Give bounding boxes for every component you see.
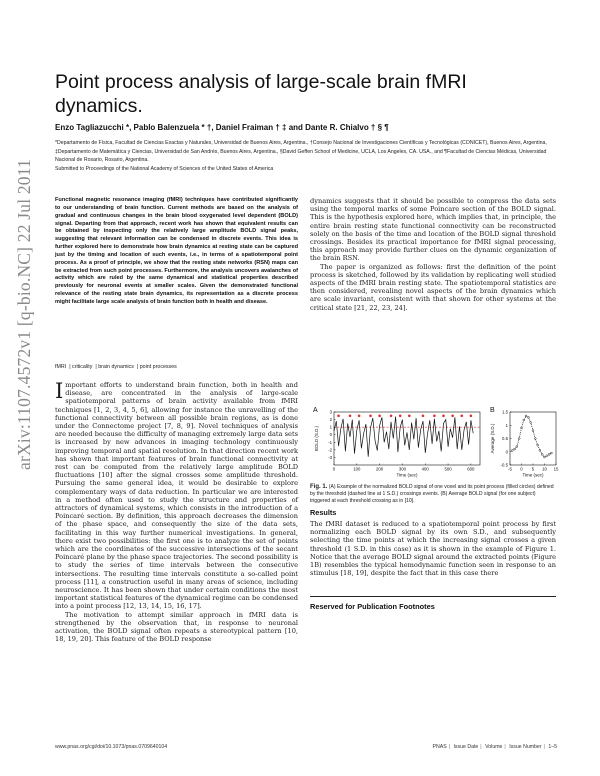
point-event — [399, 414, 402, 417]
x-axis-label: Time (sec) — [396, 472, 418, 478]
drop-cap: I — [55, 379, 64, 403]
y-tick-label: -3 — [328, 454, 332, 460]
point-event — [408, 414, 411, 417]
average-point — [541, 454, 543, 456]
panel-label: B — [490, 407, 495, 414]
x-axis-label: Time (sec) — [522, 472, 544, 478]
author-list: Enzo Tagliazucchi *, Pablo Balenzuela * †, Daniel Fraiman † ‡ and Dante R. Chialvo † § ¶ — [55, 123, 389, 132]
point-event — [451, 414, 454, 417]
point-event — [358, 414, 361, 417]
point-event — [349, 414, 352, 417]
abstract: Functional magnetic resonance imaging (fMRI) techniques have contributed significantly to our understanding of brain function. Current methods are based on the analysis of gradual and continuous changes in the brain blood oxygenated level dependent (BOLD) signal. Departing from that approach, recent work has shown that equivalent results can be obtained by inspecting only the relatively large amplitude BOLD signal peaks, suggesting that relevant information can be condensed in discrete events. This idea is further explored here to demonstrate how brain dynamics at resting state can be captured just by the timing and location of such events, i.e., in terms of a spatiotemporal point process. As a proof of principle, we show that the resting state networks (RSN) maps can be extracted from such point processes. Furthermore, the analysis uncovers avalanches of activity which are ruled by the same dynamical and statistical properties described previously for neuronal events at smaller scales. Given the demonstrated functional relevance of the resting state brain dynamics, its representation as a discrete process might facilitate large scale analysis of brain function both in health and disease. — [55, 197, 298, 305]
average-point — [539, 450, 541, 452]
affiliations: *Departamento de Física, Facultad de Ciencias Exactas y Naturales, Universidad de Buenos Aires, Argentina., †Consejo Nacional de Investigaciones Científicas y Tecnológicas (CONICET), Buenos Aires, Argentina, ‡Departamento de Matemática y Ciencias, Universidad de San Andrés, Buenos Aires, Argentina., §David Geffen School of Medicine, UCLA, Los Angeles, CA. USA., and ¶Facultad de Ciencias Médicas, Universidad Nacional de Rosario, Rosario, Argentina. — [55, 140, 547, 164]
x-tick-label: 5 — [531, 466, 535, 472]
x-tick-label: -5 — [508, 466, 512, 472]
average-point — [516, 446, 518, 448]
average-point — [514, 448, 516, 450]
point-event — [422, 414, 425, 417]
doi-link[interactable]: www.pnas.org/cgi/doi/10.1073/pnas.0709640104 — [55, 744, 168, 750]
average-bold-line — [512, 416, 551, 457]
average-point — [534, 438, 536, 440]
x-tick-label: 200 — [376, 466, 384, 472]
y-tick-label: -2 — [328, 447, 332, 453]
keyword: brain dynamics — [98, 364, 134, 370]
average-point — [530, 422, 532, 424]
bold-signal-line — [334, 417, 473, 457]
x-tick-label: 100 — [353, 466, 361, 472]
point-event — [470, 414, 473, 417]
issue-number: Issue Number — [509, 744, 542, 750]
page-footer: PNAS | Issue Date | Volume | Issue Number | 1–5 — [432, 744, 557, 750]
plot-frame — [510, 412, 556, 465]
average-point — [537, 444, 539, 446]
panel-a — [313, 407, 480, 478]
figure-caption — [310, 484, 556, 505]
average-point — [518, 438, 520, 440]
y-tick-label: 1 — [329, 424, 332, 430]
y-axis-label: BOLD (S.D.) — [314, 425, 319, 452]
intro-paragraph: The motivation to attempt similar approach in fMRI data is strengthened by the observation that, in response to neuronal activation, the BOLD signal often repeats a stereotypical pattern [10, 18, 19, 20]. This feature of the BOLD response — [55, 610, 298, 644]
point-event — [378, 414, 381, 417]
issue-date: Issue Date — [453, 744, 479, 750]
right-column-text — [310, 197, 556, 312]
y-tick-label: 2 — [329, 417, 332, 423]
keyword: criticality — [72, 364, 93, 370]
x-tick-label: 10 — [542, 466, 547, 472]
y-tick-label: 1.5 — [502, 409, 508, 415]
y-tick-label: 0 — [329, 432, 332, 438]
x-tick-label: 15 — [553, 466, 559, 472]
x-tick-label: 400 — [421, 466, 429, 472]
average-point — [511, 450, 513, 452]
y-tick-label: 0.5 — [502, 436, 508, 441]
average-point — [521, 427, 523, 429]
intro-paragraph — [55, 381, 298, 611]
y-tick-label: 1 — [505, 422, 508, 428]
volume: Volume — [485, 744, 503, 750]
average-point — [528, 416, 530, 418]
page-range: 1–5 — [548, 744, 557, 750]
point-event — [390, 414, 393, 417]
footnote-rule — [310, 596, 556, 597]
submission-note: Submitted to Proceedings of the National Academy of Sciences of the United States of America — [55, 166, 274, 172]
average-point — [525, 415, 527, 417]
average-point — [544, 456, 546, 458]
figure-1 — [310, 405, 560, 480]
body-paragraph: dynamics suggests that it should be possible to compress the data sets using the temporal marks of some Poincare section of the BOLD signal. This is the hypothesis explored here, which implies that, in principle, the entire brain resting state functional connectivity can be reconstructed solely on the basis of the time and location of the BOLD signal threshold crossings. Besides its practical importance for fMRI signal processing, this approach may provide further clues on the dynamic organization of the brain RSN. — [310, 197, 556, 263]
paper-title: Point process analysis of large-scale brain fMRI dynamics. — [55, 71, 467, 117]
results-section — [310, 520, 556, 577]
average-point — [546, 455, 548, 457]
caption-label: Fig. 1. — [310, 484, 328, 490]
average-point — [551, 452, 553, 454]
keyword: fMRI — [55, 364, 67, 370]
average-point — [548, 454, 550, 456]
introduction — [55, 381, 298, 644]
point-event — [442, 414, 445, 417]
y-tick-label: -1 — [328, 439, 332, 445]
average-point — [532, 430, 534, 432]
panel-label: A — [313, 407, 318, 414]
point-event — [369, 414, 372, 417]
arxiv-id-text: arXiv:1107.4572v1 [q-bio.NC] 22 Jul 2011 — [14, 159, 34, 470]
keyword: point processes — [139, 364, 177, 370]
x-tick-label: 600 — [467, 466, 475, 472]
point-event — [433, 414, 436, 417]
section-heading-results: Results — [310, 508, 337, 517]
y-axis-label: Average (S.D.) — [490, 423, 495, 454]
reserved-footnotes: Reserved for Publication Footnotes — [310, 602, 435, 611]
x-tick-label: 0 — [520, 466, 523, 472]
intro-paragraph-text: mportant efforts to understand brain function, both in health and disease, are concentrated in the analysis of large-scale spatiotemporal patterns of brain activity available from fMRI techniques [1, 2, 3, 4, 5, 6], allowing for instance the unravelling of the functional connectivity between all possible brain regions, as is done under the Connectome project [7, 8, 9]. Novel techniques of analysis are needed because the difficulty of managing extremely large data sets is increased by new advances in imaging technology continuously improving temporal and spatial resolution. In that direction recent work has shown that important features of brain functional connectivity at rest can be computed from the relatively large amplitude BOLD fluctuations [10] after the signal crosses some amplitude threshold. Pursuing the same general idea, it would be desirable to explore complementary ways of data reduction. In particular we are interested in a method often used to study the structure and properties of attractors of dynamical systems, which consists in the introduction of a Poincaré section. By definition, this approach decreases the dimension of the phase space, and consequently the size of the data sets, facilitating in this way further numerical investigations. In general, there exist two possibilities: the first one is to analyze the set of points which are the coordinates of the successive intersections of the secant Poincaré plane by the phase space trajectories. The second possibility is to study the series of time intervals between the consecutive intersections. The resulting time intervals constitute a so-called point process [11], a construction useful in many areas of science, including neuroscience. It has been shown that under certain conditions the most important statistical features of the dynamical regime can be condensed into a point process [12, 13, 14, 15, 16, 17]. — [55, 381, 298, 611]
x-tick-label: 500 — [444, 466, 452, 472]
y-tick-label: 0 — [505, 449, 508, 455]
journal-name: PNAS — [432, 744, 447, 750]
x-tick-label: 300 — [398, 466, 407, 472]
body-paragraph: The paper is organized as follows: first the definition of the point process is sketched, followed by its validation by replicating well studied aspects of the fMRI brain resting state. The spatiotemporal statistics are then considered, revealing novel aspects of the brain dynamics which are scale invariant, consistent with that shown for other systems at the critical state [21, 22, 23, 24]. — [310, 262, 556, 312]
y-tick-label: 3 — [329, 409, 332, 415]
results-paragraph: The fMRI dataset is reduced to a spatiotemporal point process by first normalizing each BOLD signal by its own S.D., and subsequently selecting the time points at which the increasing signal crosses a given threshold (1 S.D. in this case) as it is shown in the example of Figure 1. Notice that the average BOLD signal around the extracted points (Figure 1B) resembles the typical hemodynamic function seen in response to an stimulus [18, 19], despite the fact that in this case there — [310, 520, 556, 578]
point-event — [337, 414, 340, 417]
average-point — [523, 419, 525, 421]
caption-text: (A) Example of the normalized BOLD signal of one voxel and its point process (filled circles) defined by the threshold (dashed line at 1 S.D.) crossings events. (B) Average BOLD signal (for one subject) triggered at each threshold crossing as in [10]. — [310, 484, 554, 505]
y-tick-label: -0.5 — [500, 462, 508, 468]
point-event — [460, 414, 463, 417]
panel-b — [490, 407, 559, 478]
x-tick-label: 0 — [332, 466, 336, 472]
keywords: fMRI | criticality | brain dynamics | point processes — [55, 364, 177, 370]
